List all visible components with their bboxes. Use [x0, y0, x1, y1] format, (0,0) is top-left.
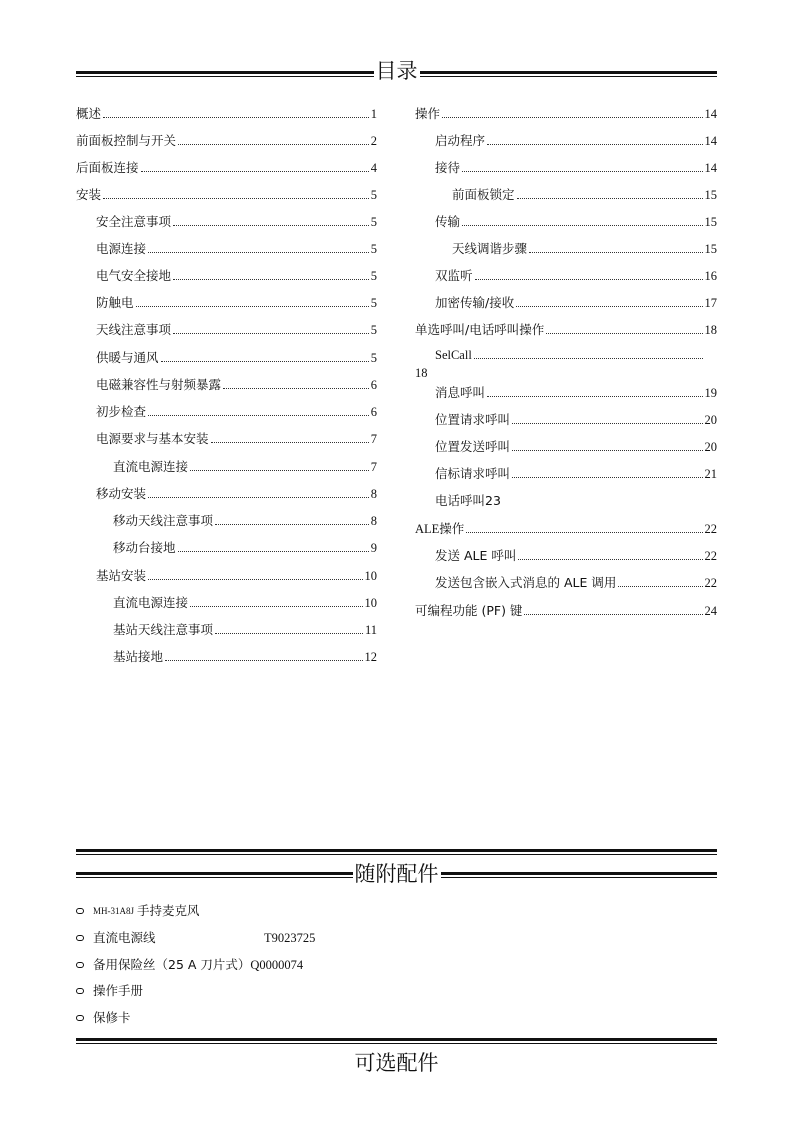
toc-entry[interactable] — [435, 385, 717, 401]
toc-entry-label: 位置请求呼叫 — [435, 412, 511, 427]
toc-entry-page: 20 — [704, 413, 717, 427]
toc-leader-dots — [148, 404, 369, 416]
toc-entry-label: 操作 — [415, 106, 441, 121]
toc-entry-label: 接待 — [435, 160, 461, 175]
toc-entry[interactable] — [452, 187, 717, 203]
toc-leader-dots — [215, 513, 369, 525]
toc-entry[interactable] — [96, 377, 377, 393]
accessory-item — [76, 903, 200, 919]
toc-entry-page: 7 — [370, 432, 377, 446]
bullet-icon — [76, 935, 84, 941]
toc-leader-dots — [487, 133, 702, 145]
toc-leader-dots — [148, 241, 369, 253]
toc-entry-label: 传输 — [435, 214, 461, 229]
accessory-label: 直流电源线 — [93, 930, 156, 945]
toc-entry[interactable] — [96, 486, 377, 502]
toc-entry[interactable] — [113, 513, 377, 529]
toc-entry[interactable] — [96, 568, 377, 584]
toc-entry[interactable] — [415, 603, 717, 619]
toc-leader-dots — [442, 106, 702, 118]
toc-entry-label: 防触电 — [96, 295, 134, 310]
toc-leader-dots — [223, 377, 369, 389]
toc-entry-page: 5 — [370, 323, 377, 337]
toc-entry-label: 信标请求呼叫 — [435, 466, 511, 481]
toc-entry-page: 15 — [704, 215, 717, 229]
accessory-part-number: Q0000074 — [250, 958, 304, 972]
bullet-icon — [76, 1015, 84, 1021]
toc-entry[interactable] — [76, 133, 377, 149]
toc-entry-page: 14 — [704, 161, 717, 175]
toc-entry-page: 15 — [704, 188, 717, 202]
toc-entry-label: SelCall — [435, 348, 472, 362]
toc-entry[interactable] — [435, 268, 717, 284]
toc-leader-dots — [512, 412, 702, 424]
toc-entry-page: 11 — [364, 623, 377, 637]
toc-entry-label: 基站安装 — [96, 568, 147, 583]
toc-entry[interactable] — [113, 622, 377, 638]
toc-leader-dots — [524, 603, 702, 615]
toc-entry[interactable] — [435, 575, 717, 591]
toc-leader-dots — [173, 214, 369, 226]
toc-leader-dots — [215, 622, 363, 634]
toc-entry-page: 20 — [704, 440, 717, 454]
toc-leader-dots — [178, 540, 369, 552]
toc-leader-dots — [173, 322, 369, 334]
toc-entry-label: 基站接地 — [113, 649, 164, 664]
toc-entry-page: 8 — [370, 514, 377, 528]
toc-leader-dots — [211, 431, 369, 443]
toc-leader-dots — [512, 466, 702, 478]
toc-entry-page: 18 — [415, 366, 428, 380]
toc-entry[interactable] — [435, 493, 717, 509]
accessory-item — [76, 983, 143, 999]
toc-title: 目录 — [375, 59, 418, 83]
toc-entry-page: 18 — [704, 323, 717, 337]
toc-leader-dots — [517, 187, 703, 199]
toc-entry[interactable] — [435, 548, 717, 564]
toc-entry-page: 5 — [370, 296, 377, 310]
toc-entry-label: 电源要求与基本安装 — [96, 431, 209, 446]
accessory-part-number: T9023725 — [264, 931, 316, 945]
toc-entry-label: 移动天线注意事项 — [113, 513, 214, 528]
toc-entry-page: 5 — [370, 215, 377, 229]
accessories-top-rule — [76, 849, 717, 855]
toc-entry[interactable] — [435, 214, 717, 230]
toc-entry[interactable] — [113, 540, 377, 556]
bullet-icon — [76, 962, 84, 968]
toc-entry-label: 供暖与通风 — [96, 350, 159, 365]
toc-entry-page: 6 — [370, 405, 377, 419]
toc-entry[interactable] — [96, 431, 377, 447]
toc-leader-dots — [148, 568, 362, 580]
optional-top-rule — [76, 1038, 717, 1044]
toc-leader-dots — [161, 350, 369, 362]
toc-entry[interactable] — [96, 268, 377, 284]
toc-entry-page: 5 — [370, 269, 377, 283]
toc-leader-dots — [136, 295, 369, 307]
toc-entry[interactable] — [96, 350, 377, 366]
accessory-item — [76, 930, 316, 946]
toc-entry[interactable] — [96, 404, 377, 420]
toc-entry-label: 电源连接 — [96, 241, 147, 256]
toc-entry-page: 15 — [704, 242, 717, 256]
toc-entry-label: 安装 — [76, 187, 102, 202]
toc-entry-label: 后面板连接 — [76, 160, 139, 175]
toc-leader-dots — [529, 241, 702, 253]
toc-entry-label: 概述 — [76, 106, 102, 121]
toc-leader-dots — [148, 486, 369, 498]
toc-entry-page: 22 — [704, 522, 717, 536]
accessory-label: 操作手册 — [93, 983, 144, 998]
toc-entry[interactable] — [415, 347, 705, 381]
toc-entry[interactable] — [113, 459, 377, 475]
toc-entry-page: 5 — [370, 351, 377, 365]
optional-title: 可选配件 — [354, 1051, 439, 1075]
toc-entry[interactable] — [113, 649, 377, 665]
toc-entry-label: 移动台接地 — [113, 540, 176, 555]
toc-entry-label: 加密传输/接收 — [435, 295, 515, 310]
toc-entry-label: 单选呼叫/电话呼叫操作 — [415, 322, 545, 337]
toc-entry-label: 启动程序 — [435, 133, 486, 148]
accessories-title: 随附配件 — [354, 862, 439, 886]
toc-entry[interactable] — [76, 187, 377, 203]
toc-leader-dots — [546, 322, 702, 334]
toc-leader-dots — [466, 521, 702, 533]
toc-entry-page: 7 — [370, 460, 377, 474]
accessory-label: 手持麦克风 — [137, 903, 200, 918]
toc-entry-label: 位置发送呼叫 — [435, 439, 511, 454]
toc-entry-page: 5 — [370, 188, 377, 202]
toc-entry[interactable] — [435, 439, 717, 455]
toc-entry-page: 14 — [704, 134, 717, 148]
toc-leader-dots — [487, 385, 702, 397]
toc-entry-label: 消息呼叫 — [435, 385, 486, 400]
toc-leader-dots — [165, 649, 362, 661]
bullet-icon — [76, 908, 84, 914]
toc-leader-dots — [462, 214, 702, 226]
toc-leader-dots — [103, 106, 369, 118]
toc-entry[interactable] — [96, 295, 377, 311]
toc-entry[interactable] — [96, 241, 377, 257]
toc-leader-dots — [190, 459, 369, 471]
bullet-icon — [76, 988, 84, 994]
toc-entry[interactable] — [435, 466, 717, 482]
toc-entry-page: 8 — [370, 487, 377, 501]
toc-leader-dots — [518, 548, 702, 560]
toc-entry-label: 发送包含嵌入式消息的 ALE 调用 — [435, 575, 617, 590]
toc-entry-page: 21 — [704, 467, 717, 481]
toc-entry-label: 电话呼叫23 — [435, 493, 501, 508]
toc-entry-label: 前面板控制与开关 — [76, 133, 177, 148]
toc-entry-label: 电气安全接地 — [96, 268, 172, 283]
toc-leader-dots — [173, 268, 369, 280]
toc-entry[interactable] — [415, 322, 717, 338]
toc-leader-dots — [475, 268, 703, 280]
toc-entry[interactable] — [435, 295, 717, 311]
toc-entry[interactable] — [415, 106, 717, 122]
toc-entry-label: 可编程功能 (PF) 键 — [415, 603, 523, 618]
toc-entry[interactable] — [415, 521, 717, 537]
toc-leader-dots — [178, 133, 369, 145]
toc-entry-label: 基站天线注意事项 — [113, 622, 214, 637]
toc-entry[interactable] — [435, 412, 717, 428]
toc-entry-page: 22 — [704, 549, 717, 563]
toc-leader-dots — [190, 595, 362, 607]
toc-entry-page: 4 — [370, 161, 377, 175]
accessory-item — [76, 957, 303, 973]
toc-entry-page: 12 — [364, 650, 377, 664]
toc-entry-label: 初步检查 — [96, 404, 147, 419]
toc-entry-page: 19 — [704, 386, 717, 400]
toc-entry[interactable] — [96, 214, 377, 230]
toc-entry-page: 22 — [704, 576, 717, 590]
accessory-label: 保修卡 — [93, 1010, 131, 1025]
toc-leader-dots — [103, 187, 369, 199]
toc-leader-dots — [462, 160, 702, 172]
toc-leader-dots — [474, 347, 703, 359]
toc-leader-dots — [516, 295, 702, 307]
toc-entry-label: 前面板锁定 — [452, 187, 515, 202]
toc-entry-label: 直流电源连接 — [113, 459, 189, 474]
toc-entry-page: 16 — [704, 269, 717, 283]
toc-entry-page: 2 — [370, 134, 377, 148]
toc-entry-label: ALE操作 — [415, 522, 465, 536]
toc-entry-page: 5 — [370, 242, 377, 256]
toc-entry[interactable] — [76, 106, 377, 122]
accessory-label: 备用保险丝（25 A 刀片式） — [93, 957, 251, 972]
toc-entry-label: 发送 ALE 呼叫 — [435, 548, 517, 563]
toc-leader-dots — [141, 160, 369, 172]
toc-entry-label: 天线注意事项 — [96, 322, 172, 337]
toc-entry[interactable] — [113, 595, 377, 611]
toc-entry-page: 14 — [704, 107, 717, 121]
toc-entry[interactable] — [452, 241, 717, 257]
toc-entry-page: 24 — [704, 604, 717, 618]
toc-entry-label: 直流电源连接 — [113, 595, 189, 610]
toc-entry-label: 电磁兼容性与射频暴露 — [96, 377, 222, 392]
accessory-item — [76, 1010, 131, 1026]
toc-entry-page: 9 — [370, 541, 377, 555]
toc-entry[interactable] — [96, 322, 377, 338]
toc-entry[interactable] — [435, 133, 717, 149]
toc-leader-dots — [512, 439, 702, 451]
toc-entry-page: 10 — [364, 569, 377, 583]
toc-entry-page: 6 — [370, 378, 377, 392]
toc-entry[interactable] — [435, 160, 717, 176]
toc-entry-label: 双监听 — [435, 268, 473, 283]
accessory-model: MH-31A8J — [93, 906, 135, 916]
toc-entry-label: 安全注意事项 — [96, 214, 172, 229]
toc-entry-label: 天线调谐步骤 — [452, 241, 528, 256]
toc-leader-dots — [618, 575, 702, 587]
toc-entry-page: 1 — [370, 107, 377, 121]
toc-entry-label: 移动安装 — [96, 486, 147, 501]
toc-entry[interactable] — [76, 160, 377, 176]
toc-entry-page: 17 — [704, 296, 717, 310]
toc-entry-page: 10 — [364, 596, 377, 610]
